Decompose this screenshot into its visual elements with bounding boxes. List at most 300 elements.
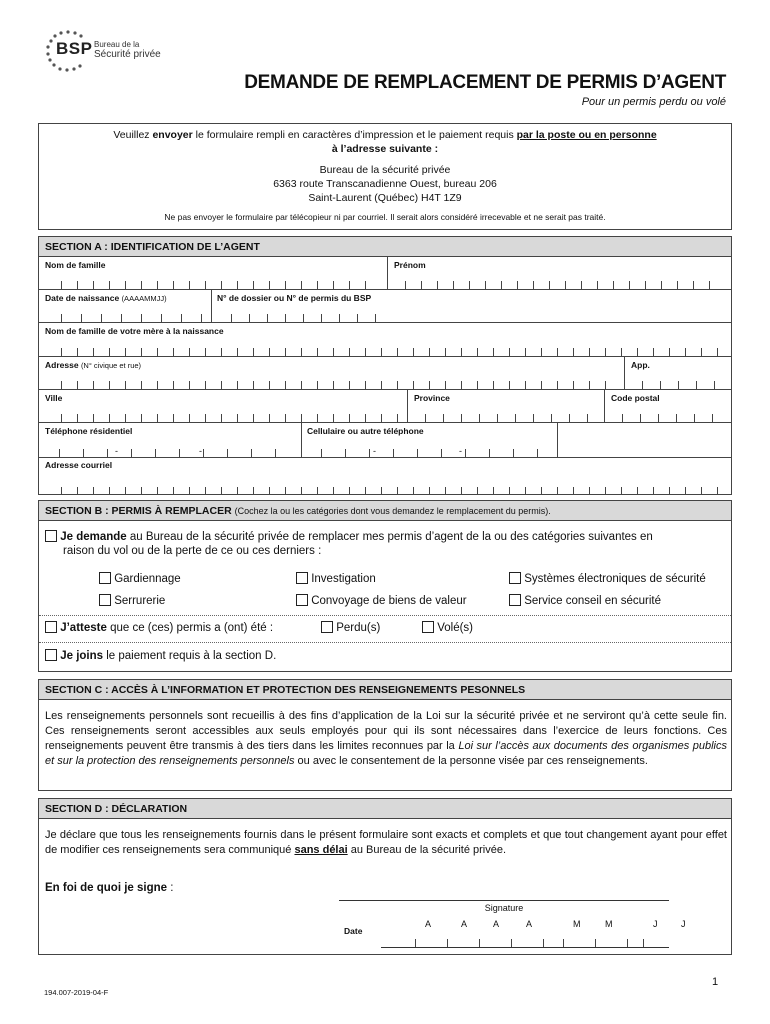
comb-tick: [237, 381, 238, 389]
comb-tick: [573, 381, 574, 389]
cat-investigation[interactable]: Investigation: [296, 572, 376, 585]
comb-tick: [349, 487, 350, 495]
comb-tick: [205, 348, 206, 356]
comb-tick: [640, 414, 641, 422]
comb-tick: [549, 281, 550, 289]
province-field[interactable]: [407, 414, 604, 422]
comb-tick: [429, 381, 430, 389]
date-tick: [447, 939, 448, 947]
comb-tick: [696, 381, 697, 389]
instructions-line2: à l’adresse suivante :: [331, 143, 439, 155]
cat-convoyage[interactable]: Convoyage de biens de valeur: [296, 594, 467, 607]
comb-tick: [461, 348, 462, 356]
comb-tick: [157, 281, 158, 289]
comb-tick: [77, 487, 78, 495]
date-boxes: [381, 919, 686, 947]
comb-tick: [676, 414, 677, 422]
comb-tick: [717, 487, 718, 495]
comb-tick: [109, 281, 110, 289]
investigation-checkbox[interactable]: [296, 572, 308, 584]
app-field[interactable]: [624, 381, 733, 389]
comb-tick: [525, 348, 526, 356]
section-d: [38, 798, 732, 955]
comb-tick: [429, 348, 430, 356]
comb-tick: [513, 449, 514, 457]
comb-tick: [77, 381, 78, 389]
comb-tick: [253, 487, 254, 495]
comb-tick: [645, 281, 646, 289]
date-tick: [627, 939, 628, 947]
comb-tick: [357, 314, 358, 322]
comb-tick: [181, 314, 182, 322]
comb-tick: [509, 348, 510, 356]
comb-tick: [541, 348, 542, 356]
comb-tick: [141, 348, 142, 356]
dossier-field[interactable]: [211, 314, 391, 322]
perdu-option[interactable]: Perdu(s): [321, 621, 380, 634]
comb-tick: [605, 487, 606, 495]
comb-tick: [61, 348, 62, 356]
comb-tick: [525, 487, 526, 495]
comb-tick: [477, 381, 478, 389]
comb-tick: [365, 348, 366, 356]
cat-systemes[interactable]: Systèmes électroniques de sécurité: [509, 572, 706, 585]
comb-tick: [173, 281, 174, 289]
comb-tick: [694, 414, 695, 422]
cell-dash-2: -: [459, 446, 462, 456]
comb-tick: [221, 381, 222, 389]
comb-tick: [397, 381, 398, 389]
date-letter: A: [461, 919, 468, 929]
comb-tick: [109, 381, 110, 389]
comb-tick: [333, 281, 334, 289]
comb-tick: [303, 314, 304, 322]
label-cellulaire: Cellulaire ou autre téléphone: [307, 426, 424, 436]
date-label: Date: [344, 926, 363, 936]
comb-tick: [173, 348, 174, 356]
label-app: App.: [631, 360, 650, 370]
instructions-box: [38, 123, 732, 230]
comb-tick: [321, 449, 322, 457]
cellulaire-field[interactable]: [301, 449, 557, 457]
comb-tick: [317, 381, 318, 389]
date-letter: J: [681, 919, 686, 929]
section-a-header: SECTION A : IDENTIFICATION DE L’AGENT: [39, 237, 731, 257]
comb-tick: [557, 487, 558, 495]
comb-tick: [497, 414, 498, 422]
date-letter: J: [653, 919, 658, 929]
comb-tick: [525, 381, 526, 389]
comb-tick: [141, 281, 142, 289]
comb-tick: [461, 487, 462, 495]
comb-tick: [275, 449, 276, 457]
comb-tick: [301, 381, 302, 389]
ville-field[interactable]: [39, 414, 407, 422]
comb-tick: [349, 281, 350, 289]
comb-tick: [121, 314, 122, 322]
comb-tick: [653, 348, 654, 356]
page-number: 1: [712, 976, 719, 988]
comb-tick: [589, 381, 590, 389]
comb-tick: [141, 487, 142, 495]
comb-tick: [375, 314, 376, 322]
label-code-postal: Code postal: [611, 393, 660, 403]
code-postal-field[interactable]: [604, 414, 733, 422]
date-letter: M: [573, 919, 581, 929]
comb-tick: [317, 487, 318, 495]
row-city: [39, 390, 731, 423]
comb-tick: [589, 348, 590, 356]
comb-tick: [227, 449, 228, 457]
comb-tick: [205, 487, 206, 495]
comb-tick: [221, 414, 222, 422]
atteste-checkbox[interactable]: [45, 621, 57, 633]
comb-tick: [621, 348, 622, 356]
form-title: DEMANDE DE REMPLACEMENT DE PERMIS D’AGENT: [244, 72, 726, 93]
comb-tick: [714, 381, 715, 389]
comb-tick: [445, 348, 446, 356]
comb-tick: [429, 487, 430, 495]
comb-tick: [109, 487, 110, 495]
comb-tick: [161, 314, 162, 322]
comb-tick: [581, 281, 582, 289]
comb-tick: [253, 414, 254, 422]
cat-gardiennage[interactable]: Gardiennage: [99, 572, 181, 585]
demande-statement: Je demande au Bureau de la sécurité privée de remplacer mes permis d’agent de la ou des catégories suivantes en: [45, 530, 725, 543]
comb-tick: [333, 381, 334, 389]
service-conseil-checkbox[interactable]: [509, 594, 521, 606]
comb-tick: [381, 487, 382, 495]
comb-tick: [541, 381, 542, 389]
comb-tick: [622, 414, 623, 422]
date-field[interactable]: [381, 947, 669, 948]
section-c-text: Les renseignements personnels sont recueillis à des fins d’application de la Loi sur la sécurité privée et ne serviront qu’à cette seule fin. Ces renseignements seront accessibles aux seuls employés pour qui ils sont nécessaires dans l’exercice de leurs fonctions. Ces renseignements peuvent être transmis à des tiers dans les limites reconnues par la Loi sur l’accès aux documents des organismes publics et sur la protection des renseignements personnels ou avec le consentement de la personne visée par ces renseignements.: [45, 710, 727, 767]
comb-tick: [125, 281, 126, 289]
comb-tick: [269, 281, 270, 289]
date-naissance-field[interactable]: [39, 314, 211, 322]
section-a: [38, 236, 732, 495]
comb-tick: [479, 414, 480, 422]
comb-tick: [125, 414, 126, 422]
comb-tick: [189, 414, 190, 422]
phone-dash-1: -: [115, 446, 118, 456]
row-address: [39, 357, 731, 390]
date-tick: [511, 939, 512, 947]
comb-tick: [109, 414, 110, 422]
comb-tick: [157, 414, 158, 422]
comb-tick: [621, 487, 622, 495]
comb-tick: [443, 414, 444, 422]
comb-tick: [509, 487, 510, 495]
comb-tick: [285, 414, 286, 422]
section-b: [38, 500, 732, 672]
comb-tick: [477, 487, 478, 495]
comb-tick: [397, 414, 398, 422]
comb-tick: [205, 381, 206, 389]
date-tick: [543, 939, 544, 947]
date-tick: [415, 939, 416, 947]
comb-tick: [541, 487, 542, 495]
gardiennage-checkbox[interactable]: [99, 572, 111, 584]
comb-tick: [179, 449, 180, 457]
comb-tick: [157, 487, 158, 495]
comb-tick: [173, 381, 174, 389]
signature-line[interactable]: [339, 900, 669, 901]
comb-tick: [157, 381, 158, 389]
comb-tick: [173, 414, 174, 422]
date-tick: [595, 939, 596, 947]
date-letter: A: [493, 919, 500, 929]
comb-tick: [485, 281, 486, 289]
date-letter: M: [605, 919, 613, 929]
comb-tick: [269, 414, 270, 422]
comb-tick: [565, 281, 566, 289]
comb-tick: [413, 487, 414, 495]
comb-tick: [61, 414, 62, 422]
nom-mere-field[interactable]: [39, 348, 733, 356]
label-courriel: Adresse courriel: [45, 460, 113, 470]
nom-famille-field[interactable]: [39, 281, 387, 289]
comb-tick: [393, 449, 394, 457]
row-phone: [39, 423, 731, 458]
comb-tick: [349, 414, 350, 422]
comb-tick: [658, 414, 659, 422]
comb-tick: [285, 314, 286, 322]
comb-tick: [533, 281, 534, 289]
vole-option[interactable]: Volé(s): [422, 621, 473, 634]
comb-tick: [365, 381, 366, 389]
comb-tick: [551, 414, 552, 422]
comb-tick: [83, 449, 84, 457]
comb-tick: [77, 348, 78, 356]
comb-tick: [653, 487, 654, 495]
comb-tick: [637, 487, 638, 495]
comb-tick: [249, 314, 250, 322]
comb-tick: [701, 348, 702, 356]
cell-dash-1: -: [373, 446, 376, 456]
comb-tick: [253, 348, 254, 356]
comb-tick: [269, 487, 270, 495]
comb-tick: [93, 487, 94, 495]
comb-tick: [381, 414, 382, 422]
instructions-note: Ne pas envoyer le formulaire par télécopieur ni par courriel. Il serait alors considéré irrecevable et ne serait pas traité.: [164, 212, 606, 222]
adresse-field[interactable]: [39, 381, 624, 389]
comb-tick: [445, 381, 446, 389]
label-province: Province: [414, 393, 450, 403]
instructions-line1: Veuillez envoyer le formulaire rempli en caractères d’impression et le paiement requis par la poste ou en personne: [113, 129, 657, 141]
comb-tick: [493, 348, 494, 356]
comb-tick: [605, 348, 606, 356]
joins-checkbox[interactable]: [45, 649, 57, 661]
courriel-field[interactable]: [39, 487, 733, 495]
comb-tick: [613, 281, 614, 289]
logo-org-line1: Bureau de la: [94, 40, 140, 49]
comb-tick: [660, 381, 661, 389]
label-dossier: N° de dossier ou N° de permis du BSP: [217, 293, 372, 303]
comb-tick: [365, 281, 366, 289]
label-date-naissance: Date de naissance (AAAAMMJJ): [45, 293, 167, 303]
comb-tick: [221, 487, 222, 495]
serrurerie-checkbox[interactable]: [99, 594, 111, 606]
comb-tick: [285, 348, 286, 356]
comb-tick: [421, 281, 422, 289]
systemes-checkbox[interactable]: [509, 572, 521, 584]
comb-tick: [125, 487, 126, 495]
comb-tick: [237, 281, 238, 289]
comb-tick: [269, 348, 270, 356]
address-line3: Saint-Laurent (Québec) H4T 1Z9: [308, 192, 462, 204]
comb-tick: [189, 487, 190, 495]
comb-tick: [461, 414, 462, 422]
demande-checkbox[interactable]: [45, 530, 57, 542]
comb-tick: [569, 414, 570, 422]
comb-tick: [253, 281, 254, 289]
label-nom-mere: Nom de famille de votre mère à la naissance: [45, 326, 224, 336]
comb-tick: [417, 449, 418, 457]
date-tick: [479, 939, 480, 947]
telephone-field[interactable]: [39, 449, 301, 457]
comb-tick: [349, 381, 350, 389]
comb-tick: [93, 414, 94, 422]
row-email: [39, 458, 731, 495]
comb-tick: [131, 449, 132, 457]
comb-tick: [93, 348, 94, 356]
comb-tick: [677, 281, 678, 289]
date-letter: A: [425, 919, 432, 929]
comb-tick: [237, 414, 238, 422]
comb-tick: [517, 281, 518, 289]
comb-tick: [709, 281, 710, 289]
comb-tick: [477, 348, 478, 356]
comb-tick: [231, 314, 232, 322]
date-tick: [643, 939, 644, 947]
comb-tick: [321, 314, 322, 322]
comb-tick: [61, 381, 62, 389]
section-d-header: SECTION D : DÉCLARATION: [39, 799, 731, 819]
comb-tick: [201, 314, 202, 322]
comb-tick: [173, 487, 174, 495]
comb-tick: [205, 414, 206, 422]
comb-tick: [397, 348, 398, 356]
comb-tick: [501, 281, 502, 289]
comb-tick: [61, 281, 62, 289]
form-subtitle: Pour un permis perdu ou volé: [581, 96, 726, 108]
perdu-checkbox[interactable]: [321, 621, 333, 633]
comb-tick: [597, 281, 598, 289]
comb-tick: [489, 449, 490, 457]
comb-tick: [678, 381, 679, 389]
comb-tick: [669, 348, 670, 356]
comb-tick: [573, 348, 574, 356]
comb-tick: [605, 381, 606, 389]
comb-tick: [461, 381, 462, 389]
comb-tick: [661, 281, 662, 289]
cat-serrurerie[interactable]: Serrurerie: [99, 594, 165, 607]
comb-tick: [465, 449, 466, 457]
comb-tick: [285, 281, 286, 289]
comb-tick: [61, 314, 62, 322]
comb-tick: [93, 281, 94, 289]
comb-tick: [369, 449, 370, 457]
cat-service-conseil[interactable]: Service conseil en sécurité: [509, 594, 661, 607]
signature-label: Signature: [484, 903, 524, 913]
prenom-field[interactable]: [387, 281, 733, 289]
comb-tick: [317, 281, 318, 289]
comb-tick: [301, 414, 302, 422]
comb-tick: [107, 449, 108, 457]
comb-tick: [301, 487, 302, 495]
comb-tick: [301, 348, 302, 356]
phone-dash-2: -: [199, 446, 202, 456]
comb-tick: [205, 281, 206, 289]
comb-tick: [77, 281, 78, 289]
comb-tick: [237, 487, 238, 495]
comb-tick: [365, 487, 366, 495]
section-b-header: SECTION B : PERMIS À REMPLACER (Cochez la ou les catégories dont vous demandez le remplacement du permis).: [39, 501, 731, 521]
bsp-logo: [44, 28, 174, 74]
comb-tick: [317, 348, 318, 356]
comb-tick: [413, 381, 414, 389]
atteste-statement: J’atteste que ce (ces) permis a (ont) été :: [45, 621, 273, 634]
comb-tick: [515, 414, 516, 422]
label-telephone: Téléphone résidentiel: [45, 426, 133, 436]
comb-tick: [453, 281, 454, 289]
comb-tick: [155, 449, 156, 457]
convoyage-checkbox[interactable]: [296, 594, 308, 606]
date-letter: A: [526, 919, 533, 929]
comb-tick: [637, 348, 638, 356]
comb-tick: [629, 281, 630, 289]
row-mother: [39, 323, 731, 357]
comb-tick: [573, 487, 574, 495]
comb-tick: [437, 281, 438, 289]
comb-tick: [93, 381, 94, 389]
comb-tick: [365, 414, 366, 422]
section-d-text: Je déclare que tous les renseignements fournis dans le présent formulaire sont exacts et complets et que tout changement ayant pour effet de modifier ces renseignements sera communiqué sans délai au Bureau de la sécurité privée.: [45, 829, 727, 856]
comb-tick: [397, 487, 398, 495]
comb-tick: [101, 314, 102, 322]
section-c-header: SECTION C : ACCÈS À L’INFORMATION ET PROTECTION DES RENSEIGNEMENTS PESONNELS: [39, 680, 731, 700]
comb-tick: [469, 281, 470, 289]
comb-tick: [333, 414, 334, 422]
label-nom-famille: Nom de famille: [45, 260, 106, 270]
comb-tick: [125, 348, 126, 356]
comb-tick: [685, 487, 686, 495]
comb-tick: [642, 381, 643, 389]
comb-tick: [441, 449, 442, 457]
comb-tick: [81, 314, 82, 322]
vole-checkbox[interactable]: [422, 621, 434, 633]
comb-tick: [669, 487, 670, 495]
comb-tick: [381, 381, 382, 389]
comb-tick: [533, 414, 534, 422]
row-birth: [39, 290, 731, 323]
comb-tick: [693, 281, 694, 289]
label-ville: Ville: [45, 393, 63, 403]
demande-line2: raison du vol ou de la perte de ce ou ces derniers :: [63, 545, 322, 557]
comb-tick: [717, 348, 718, 356]
comb-tick: [701, 487, 702, 495]
comb-tick: [317, 414, 318, 422]
comb-tick: [557, 381, 558, 389]
comb-tick: [333, 487, 334, 495]
section-c: [38, 679, 732, 791]
joins-statement: Je joins le paiement requis à la section D.: [45, 649, 276, 662]
row-name: [39, 257, 731, 290]
comb-tick: [203, 449, 204, 457]
logo-org-line2: Sécurité privée: [94, 49, 161, 60]
comb-tick: [339, 314, 340, 322]
